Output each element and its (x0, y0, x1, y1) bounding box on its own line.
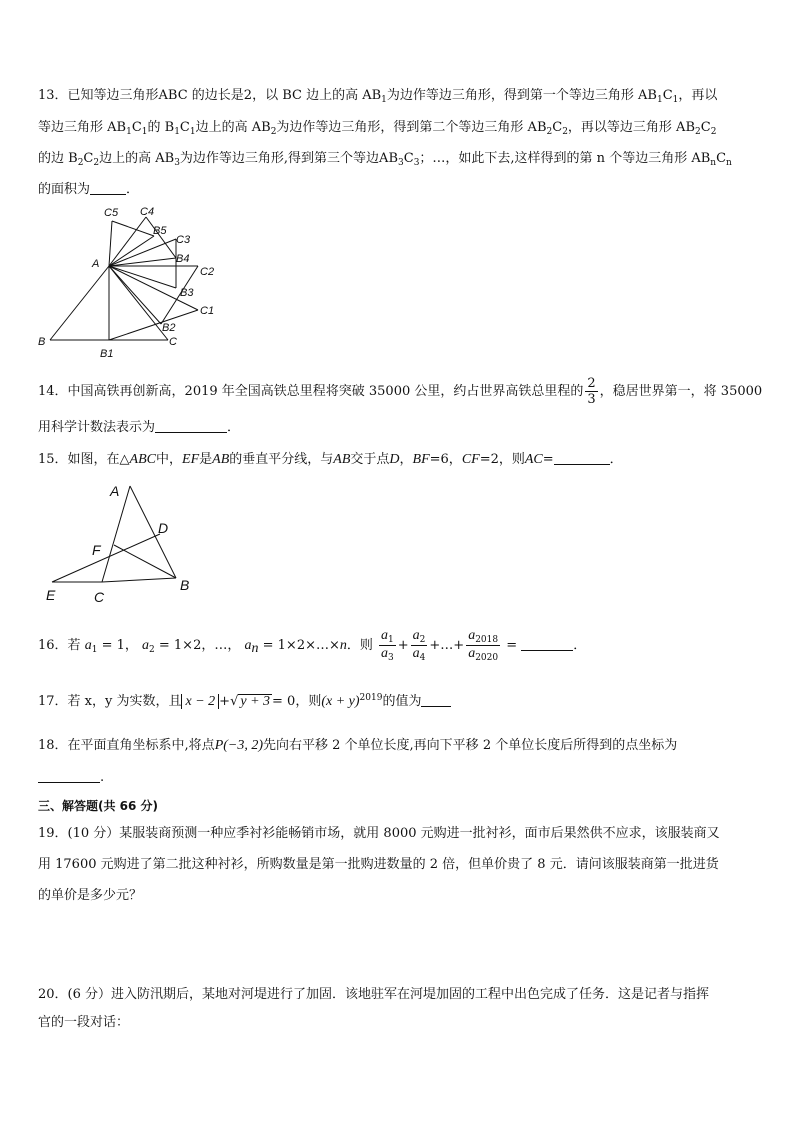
label-E: E (46, 587, 56, 603)
fraction-a2018-a2020: $\frac{a_{2018}}{a_{2020}}$ (468, 628, 499, 663)
q13-line1: 13．已知等边三角形ABC 的边长是2，以 BC 边上的高 $AB_1$为边作等边三角形，得到第一个等边三角形 $AB_1C_1$，再以 (38, 88, 718, 105)
label-B3: B3 (180, 287, 194, 299)
label-B: B (38, 336, 46, 348)
label-C2: C2 (200, 266, 215, 278)
label-B: B (180, 577, 190, 593)
label-D: D (158, 520, 169, 536)
q13-line3: 的边 $B_2C_2$边上的高 $AB_3$为边作等边三角形,得到第三个等边$AB_3C_3$；…，如此下去,这样得到的第 n 个等边三角形 $AB_nC_n$ (38, 151, 732, 168)
fraction-a1-a3: $\frac{a_1}{a_3}$ (381, 628, 394, 663)
label-B1: B1 (100, 348, 114, 360)
q16-line: 16．若 $a_1 = 1$， $a_2 = 1\times 2$，…， $a_n$ = 1×2×…×n．则 $\frac{a_1}{a_3}$ + $\frac{a_2}{a_4}$ +…+ $\frac{a_{2018}}{a_{2020}}$ = ． (38, 628, 587, 663)
q20-line2: 官的一段对话： (38, 1015, 130, 1030)
label-B5: B5 (153, 225, 167, 237)
q15-line1: 15．如图，在△ABC中，EF是AB的垂直平分线，与AB交于点D，BF=6，CF=2，则AC= ． (38, 452, 623, 467)
label-C: C (94, 589, 105, 605)
label-B4: B4 (176, 253, 190, 265)
sqrt-icon: √ (230, 694, 239, 709)
answer-blank[interactable] (155, 420, 227, 433)
q13-figure (30, 200, 230, 365)
answer-blank[interactable] (90, 182, 126, 195)
label-A: A (92, 258, 100, 270)
q20-line1: 20．(6 分）进入防汛期后，某地对河堤进行了加固．该地驻军在河堤加固的工程中出色完成了任务．这是记者与指挥 (38, 987, 710, 1002)
q19-line1: 19．(10 分）某服装商预测一种应季衬衫能畅销市场，就用 8000 元购进一批衬衫，面市后果然供不应求，该服装商又 (38, 826, 720, 841)
answer-blank[interactable] (421, 694, 451, 707)
label-B2: B2 (162, 322, 176, 334)
label-F: F (92, 542, 101, 558)
q14-line1: 14．中国高铁再创新高，2019 年全国高铁总里程将突破 35000 公里，约占世界高铁总里程的 $\frac{2}{3}$ ，稳居世界第一，将 35000 (38, 376, 763, 407)
label-C1: C1 (200, 305, 215, 317)
fraction-two-thirds: $\frac{2}{3}$ (587, 376, 596, 407)
absolute-value: x − 2 (181, 694, 219, 709)
q18-line2: . (38, 770, 104, 785)
label-C5: C5 (104, 207, 119, 219)
fraction-a2-a4: $\frac{a_2}{a_4}$ (412, 628, 426, 663)
q14-line2: 用科学计数法表示为 ． (38, 420, 241, 435)
q13-line4: 的面积为 ． (38, 182, 140, 197)
q18-line1: 18．在平面直角坐标系中,将点P(−3, 2)先向右平移 2 个单位长度,再向下平移 2 个单位长度后所得到的点坐标为 (38, 738, 678, 753)
answer-blank[interactable] (554, 452, 610, 465)
q19-line3: 的单价是多少元？ (38, 888, 143, 903)
q17-line: 17．若 x，y 为实数，且 x − 2 +√ y + 3 = 0，则$(x + y)^{2019}$的值为 (38, 690, 451, 710)
label-C4: C4 (140, 206, 155, 218)
answer-blank[interactable] (521, 638, 573, 651)
q15-figure (40, 478, 210, 608)
section-title: 三、解答题(共 66 分) (38, 799, 159, 813)
label-C3: C3 (176, 234, 191, 246)
label-A: A (110, 483, 120, 499)
sqrt-content: y + 3 (240, 694, 271, 709)
q13-line2: 等边三角形 $AB_1C_1$的 $B_1C_1$边上的高 $AB_2$为边作等边三角形，得到第二个等边三角形 $AB_2C_2$，再以等边三角形 $AB_2C_2$ (38, 120, 717, 137)
label-C: C (169, 336, 177, 348)
q19-line2: 用 17600 元购进了第二批这种衬衫，所购数量是第一批购进数量的 2 倍，但单价贵了 8 元．请问该服装商第一批进货 (38, 857, 719, 872)
answer-blank[interactable] (38, 770, 100, 783)
